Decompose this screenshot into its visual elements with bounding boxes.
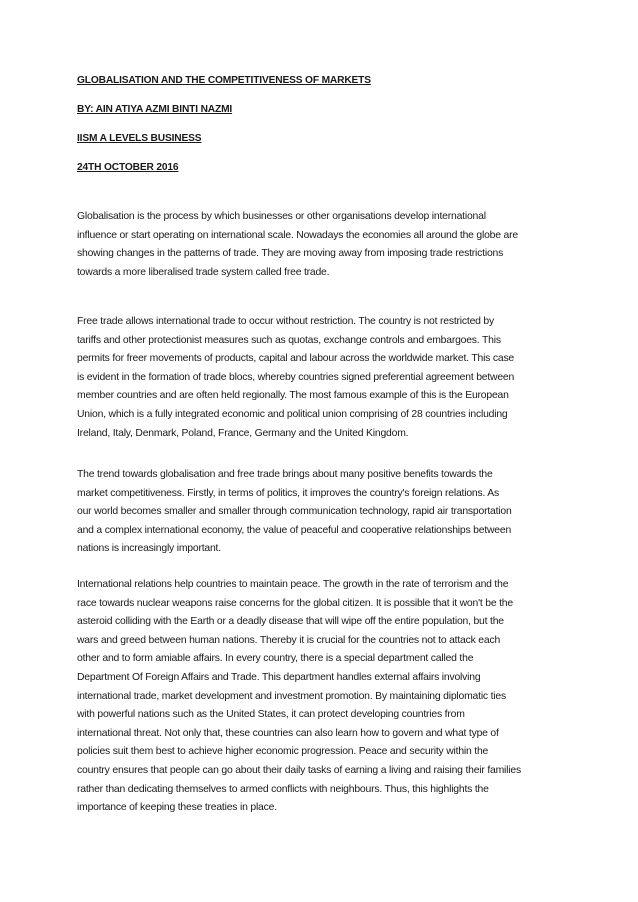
paragraph-line: is evident in the formation of trade blocs, whereby countries signed preferential agreement between [77, 371, 515, 383]
paragraph-line: showing changes in the patterns of trade. They are moving away from imposing trade restrictions [77, 248, 504, 260]
paragraph-line: race towards nuclear weapons raise concerns for the global citizen. It is possible that it won't be the [77, 597, 513, 609]
paragraph-line: policies suit them best to achieve higher economic progression. Peace and security within the [77, 746, 489, 758]
document-title: GLOBALISATION AND THE COMPETITIVENESS OF MARKETS [77, 75, 371, 86]
paragraph-line: wars and greed between human nations. Thereby it is crucial for the countries not to attack each [77, 634, 501, 646]
paragraph-line: Free trade allows international trade to occur without restriction. The country is not restricted by [77, 316, 494, 327]
paragraph-line: tariffs and other protectionist measures such as quotas, exchange controls and embargoes. This [77, 334, 501, 346]
paragraph-line: nations is increasingly important. [77, 543, 221, 555]
paragraph-line: and a complex international economy, the value of peaceful and cooperative relationships between [77, 524, 512, 536]
paragraph-trend-benefits [77, 466, 567, 559]
document-date: 24TH OCTOBER 2016 [77, 162, 179, 173]
paragraph-international-relations [77, 576, 567, 818]
paragraph-line: other and to form amiable affairs. In every country, there is a special department called the [77, 653, 474, 665]
paragraph-line: asteroid colliding with the Earth or a deadly disease that will wipe off the entire population, but the [77, 616, 504, 628]
paragraph-line: country ensures that people can go about their daily tasks of earning a living and raising their families [77, 764, 521, 776]
paragraph-line: towards a more liberalised trade system called free trade. [77, 266, 330, 278]
document-course: IISM A LEVELS BUSINESS [77, 133, 202, 144]
paragraph-line: international trade, market development and investment promotion. By maintaining diplomatic ties [77, 690, 506, 702]
paragraph-line: Ireland, Italy, Denmark, Poland, France, Germany and the United Kingdom. [77, 427, 409, 439]
paragraph-line: influence or start operating on international scale. Nowadays the economies all around the globe are [77, 229, 518, 241]
paragraph-line: with powerful nations such as the United States, it can protect developing countries from [77, 709, 465, 721]
paragraph-line: our world becomes smaller and smaller through communication technology, rapid air transportation [77, 506, 512, 518]
paragraph-line: Union, which is a fully integrated economic and political union comprising of 28 countries including [77, 408, 508, 420]
paragraph-globalisation-intro [77, 208, 567, 282]
paragraph-line: rather than dedicating themselves to armed conflicts with neighbours. Thus, this highlights the [77, 783, 489, 795]
paragraph-line: international threat. Not only that, these countries can also learn how to govern and what type of [77, 727, 499, 739]
paragraph-line: Department Of Foreign Affairs and Trade. This department handles external affairs involving [77, 671, 481, 683]
paragraph-free-trade [77, 313, 567, 443]
paragraph-line: importance of keeping these treaties in place. [77, 802, 277, 814]
paragraph-line: market competitiveness. Firstly, in terms of politics, it improves the country's foreign relations. As [77, 487, 499, 499]
paragraph-line: International relations help countries to maintain peace. The growth in the rate of terrorism and the [77, 579, 509, 590]
paragraph-line: Globalisation is the process by which businesses or other organisations develop international [77, 211, 486, 222]
paragraph-line: member countries and are often held regionally. The most famous example of this is the European [77, 390, 509, 402]
document-author: BY: AIN ATIYA AZMI BINTI NAZMI [77, 104, 233, 115]
paragraph-line: The trend towards globalisation and free trade brings about many positive benefits towards the [77, 469, 493, 480]
paragraph-line: permits for freer movements of products, capital and labour across the worldwide market. This case [77, 353, 515, 365]
